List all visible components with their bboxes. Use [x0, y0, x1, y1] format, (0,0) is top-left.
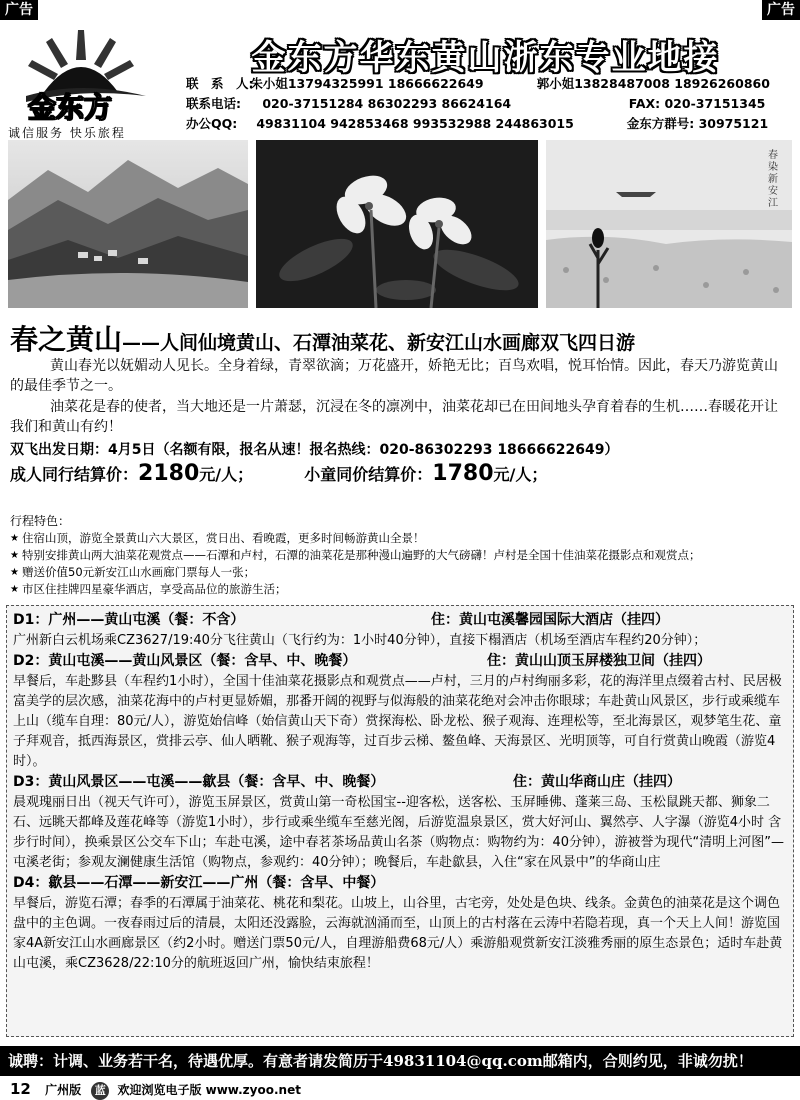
day-stay: 住：黄山屯溪馨园国际大酒店（挂四） [431, 612, 669, 628]
child-price-unit: 元/人； [493, 465, 548, 484]
day-4-text: 早餐后，游览石潭；春季的石潭属于油菜花、桃花和梨花。山坡上，山谷里，古宅旁，处处是色块、线条。金黄色的油菜花是这个调色盘中的主色调。一夜春雨过后的清晨，太阳还没露脸，云海就汹涌而至，山顶上的古村落在云涛中若隐若现，真一个天上人间！游览国家4A新安江山水画廊景区（约2小时。赠送门票50元/人，自理游船费68元/人）乘游船观赏新安江淡雅秀丽的原生态景色；适时车赴黄山屯溪，乘CZ3628/22:10分的航班返回广州，愉快结束旅程！ [13, 896, 783, 971]
edition-label: 广州版 [45, 1083, 82, 1097]
contact-row-3 [186, 114, 768, 132]
site-link[interactable]: 欢迎浏览电子版 www.zyoo.net [117, 1083, 301, 1097]
contact-value-b: FAX: 020-37151345 [628, 96, 766, 111]
day-3-text: 晨观瑰丽日出（视天气许可），游览玉屏景区，赏黄山第一奇松国宝--迎客松，送客松、玉屏睡佛、蓬莱三岛、玉松鼠跳天都、狮象二石、远眺天都峰及莲花峰等（游览1小时），步行或乘坐缆车至慈光阁，后游览温泉景区，赏大好河山、翼然亭、人字瀑（游览4小时 含步行时间），换乘景区公交车下山；车赴屯溪，途中春茗茶场品黄山名茶（购物点：购物约为：40分钟），游被誉为现代“清明上河图”—屯溪老街；参观友澜健康生活馆（购物点，参观约：40分钟）；晚餐后，车赴歙县，入住“家在风景中”的华商山庄 [13, 795, 785, 870]
contact-row-1 [186, 74, 770, 92]
contact-value-a: 020-37151284 86302293 86624164 [262, 96, 512, 111]
contact-value-b: 郭小姐13828487008 18926260860 [536, 76, 770, 91]
departure-line: 双飞出发日期：4月5日（名额有限，报名从速！报名热线：020-86302293 18666622649） [10, 442, 619, 458]
page-title: 金东方华东黄山浙东专业地接 [251, 38, 720, 78]
photo-strip [8, 140, 792, 308]
child-price-value: 1780 [432, 461, 494, 486]
tour-headline [10, 318, 794, 358]
edition-badge-icon: 蓝 [91, 1082, 109, 1100]
intro-paragraph-2: 油菜花是春的使者，当大地还是一片萧瑟，沉浸在冬的凛冽中，油菜花却已在田间地头孕育着春的生机……春暖花开让我们和黄山有约！ [10, 399, 778, 435]
logo-name: 金东方 [28, 91, 113, 124]
contact-value-a: 49831104 942853468 993532988 244863015 [256, 116, 574, 131]
rapeseed-field-photo [546, 140, 792, 308]
ad-tag-right: 广告 [762, 0, 800, 20]
feature-item: ★ 住宿山顶，游览全景黄山六大景区，赏日出、看晚霞，更多时间畅游黄山全景！ [10, 530, 792, 547]
day-3-header [13, 772, 787, 793]
headline-main: 春之黄山 [10, 323, 123, 356]
adult-price-value: 2180 [138, 461, 200, 486]
price-line [10, 461, 547, 486]
features-list [10, 513, 792, 598]
day-title: D3：黄山风景区——屯溪——歙县（餐：含早、中、晚餐） [13, 774, 385, 790]
day-4-header [13, 873, 787, 894]
contact-value-a: 朱小姐13794325991 18666622649 [250, 76, 484, 91]
itinerary-box [6, 605, 794, 1037]
features-heading: 行程特色： [10, 514, 71, 528]
contact-label: 联 系 人: [186, 76, 254, 91]
headline-rest: ——人间仙境黄山、石潭油菜花、新安江山水画廊双飞四日游 [122, 332, 636, 354]
ad-tag-left: 广告 [0, 0, 38, 20]
feature-item: ★ 赠送价值50元新安江山水画廊门票每人一张； [10, 564, 792, 581]
contact-row-2 [186, 94, 765, 112]
day-stay: 住：黄山华商山庄（挂四） [513, 774, 681, 790]
day-2-header [13, 651, 787, 672]
page-footer [10, 1080, 301, 1100]
feature-item: ★ 特别安排黄山两大油菜花观赏点——石潭和卢村，石潭的油菜花是那种漫山遍野的大气磅礴！卢村是全国十佳油菜花摄影点和观赏点； [10, 547, 792, 564]
logo-slogan: 诚信服务 快乐旅程 [8, 126, 126, 140]
day-2-text: 早餐后，车赴黟县（车程约1小时），全国十佳油菜花摄影点和观赏点——卢村，三月的卢村绚丽多彩，花的海洋里点缀着古村、民居极富美学的层次感，油菜花海中的卢村更显娇媚，那番开阔的视野与似海般的油菜花绝对会冲击你眼球；车赴黄山风景区，步行或乘缆车上山（缆车自理：80元/人），游览始信峰（始信黄山天下奇）赏探海松、卧龙松、猴子观海、连理松等，至北海景区，观梦笔生花、童子拜观音，抵西海景区，赏排云亭、仙人晒靴、猴子观海等，过百步云梯、鳌鱼峰、天海景区、光明顶等，可自行赏黄山晚霞（游览4时）。 [13, 674, 782, 769]
day-title: D2：黄山屯溪——黄山风景区（餐：含早、中、晚餐） [13, 653, 357, 669]
company-logo [6, 22, 176, 142]
day-1-header [13, 610, 787, 631]
adult-price-label: 成人同行结算价： [10, 465, 139, 484]
contact-value-b: 金东方群号: 30975121 [626, 116, 769, 131]
day-title: D1：广州——黄山屯溪（餐：不含） [13, 612, 245, 628]
contact-label: 办公QQ: [186, 116, 238, 131]
feature-item: ★ 市区住挂牌四星豪华酒店，享受高品位的旅游生活； [10, 581, 792, 598]
day-title: D4：歙县——石潭——新安江——广州（餐：含早、中餐） [13, 875, 385, 891]
child-price-label: 小童同价结算价： [304, 465, 433, 484]
day-stay: 住：黄山山顶玉屏楼独卫间（挂四） [487, 653, 711, 669]
intro-paragraph-1: 黄山春光以妩媚动人见长。全身着绿，青翠欲滴；万花盛开，娇艳无比；百鸟欢唱，悦耳怡情。因此，春天乃游览黄山的最佳季节之一。 [10, 358, 778, 394]
rhododendron-flower-photo [256, 140, 538, 308]
day-1-text: 广州新白云机场乘CZ3627/19:40分飞往黄山（飞行约为：1小时40分钟），直接下榻酒店（机场至酒店车程约20分钟）； [13, 633, 707, 648]
contact-label: 联系电话: [186, 96, 241, 111]
page-number: 12 [10, 1080, 31, 1098]
adult-price-unit: 元/人； [199, 465, 254, 484]
photo-caption: 春染新安江 [768, 150, 778, 209]
recruit-banner: 诚聘：计调、业务若干名，待遇优厚。有意者请发简历于49831104@qq.com邮箱内，合则约见，非诚勿扰！ [0, 1046, 800, 1076]
mountain-village-photo [8, 140, 248, 308]
